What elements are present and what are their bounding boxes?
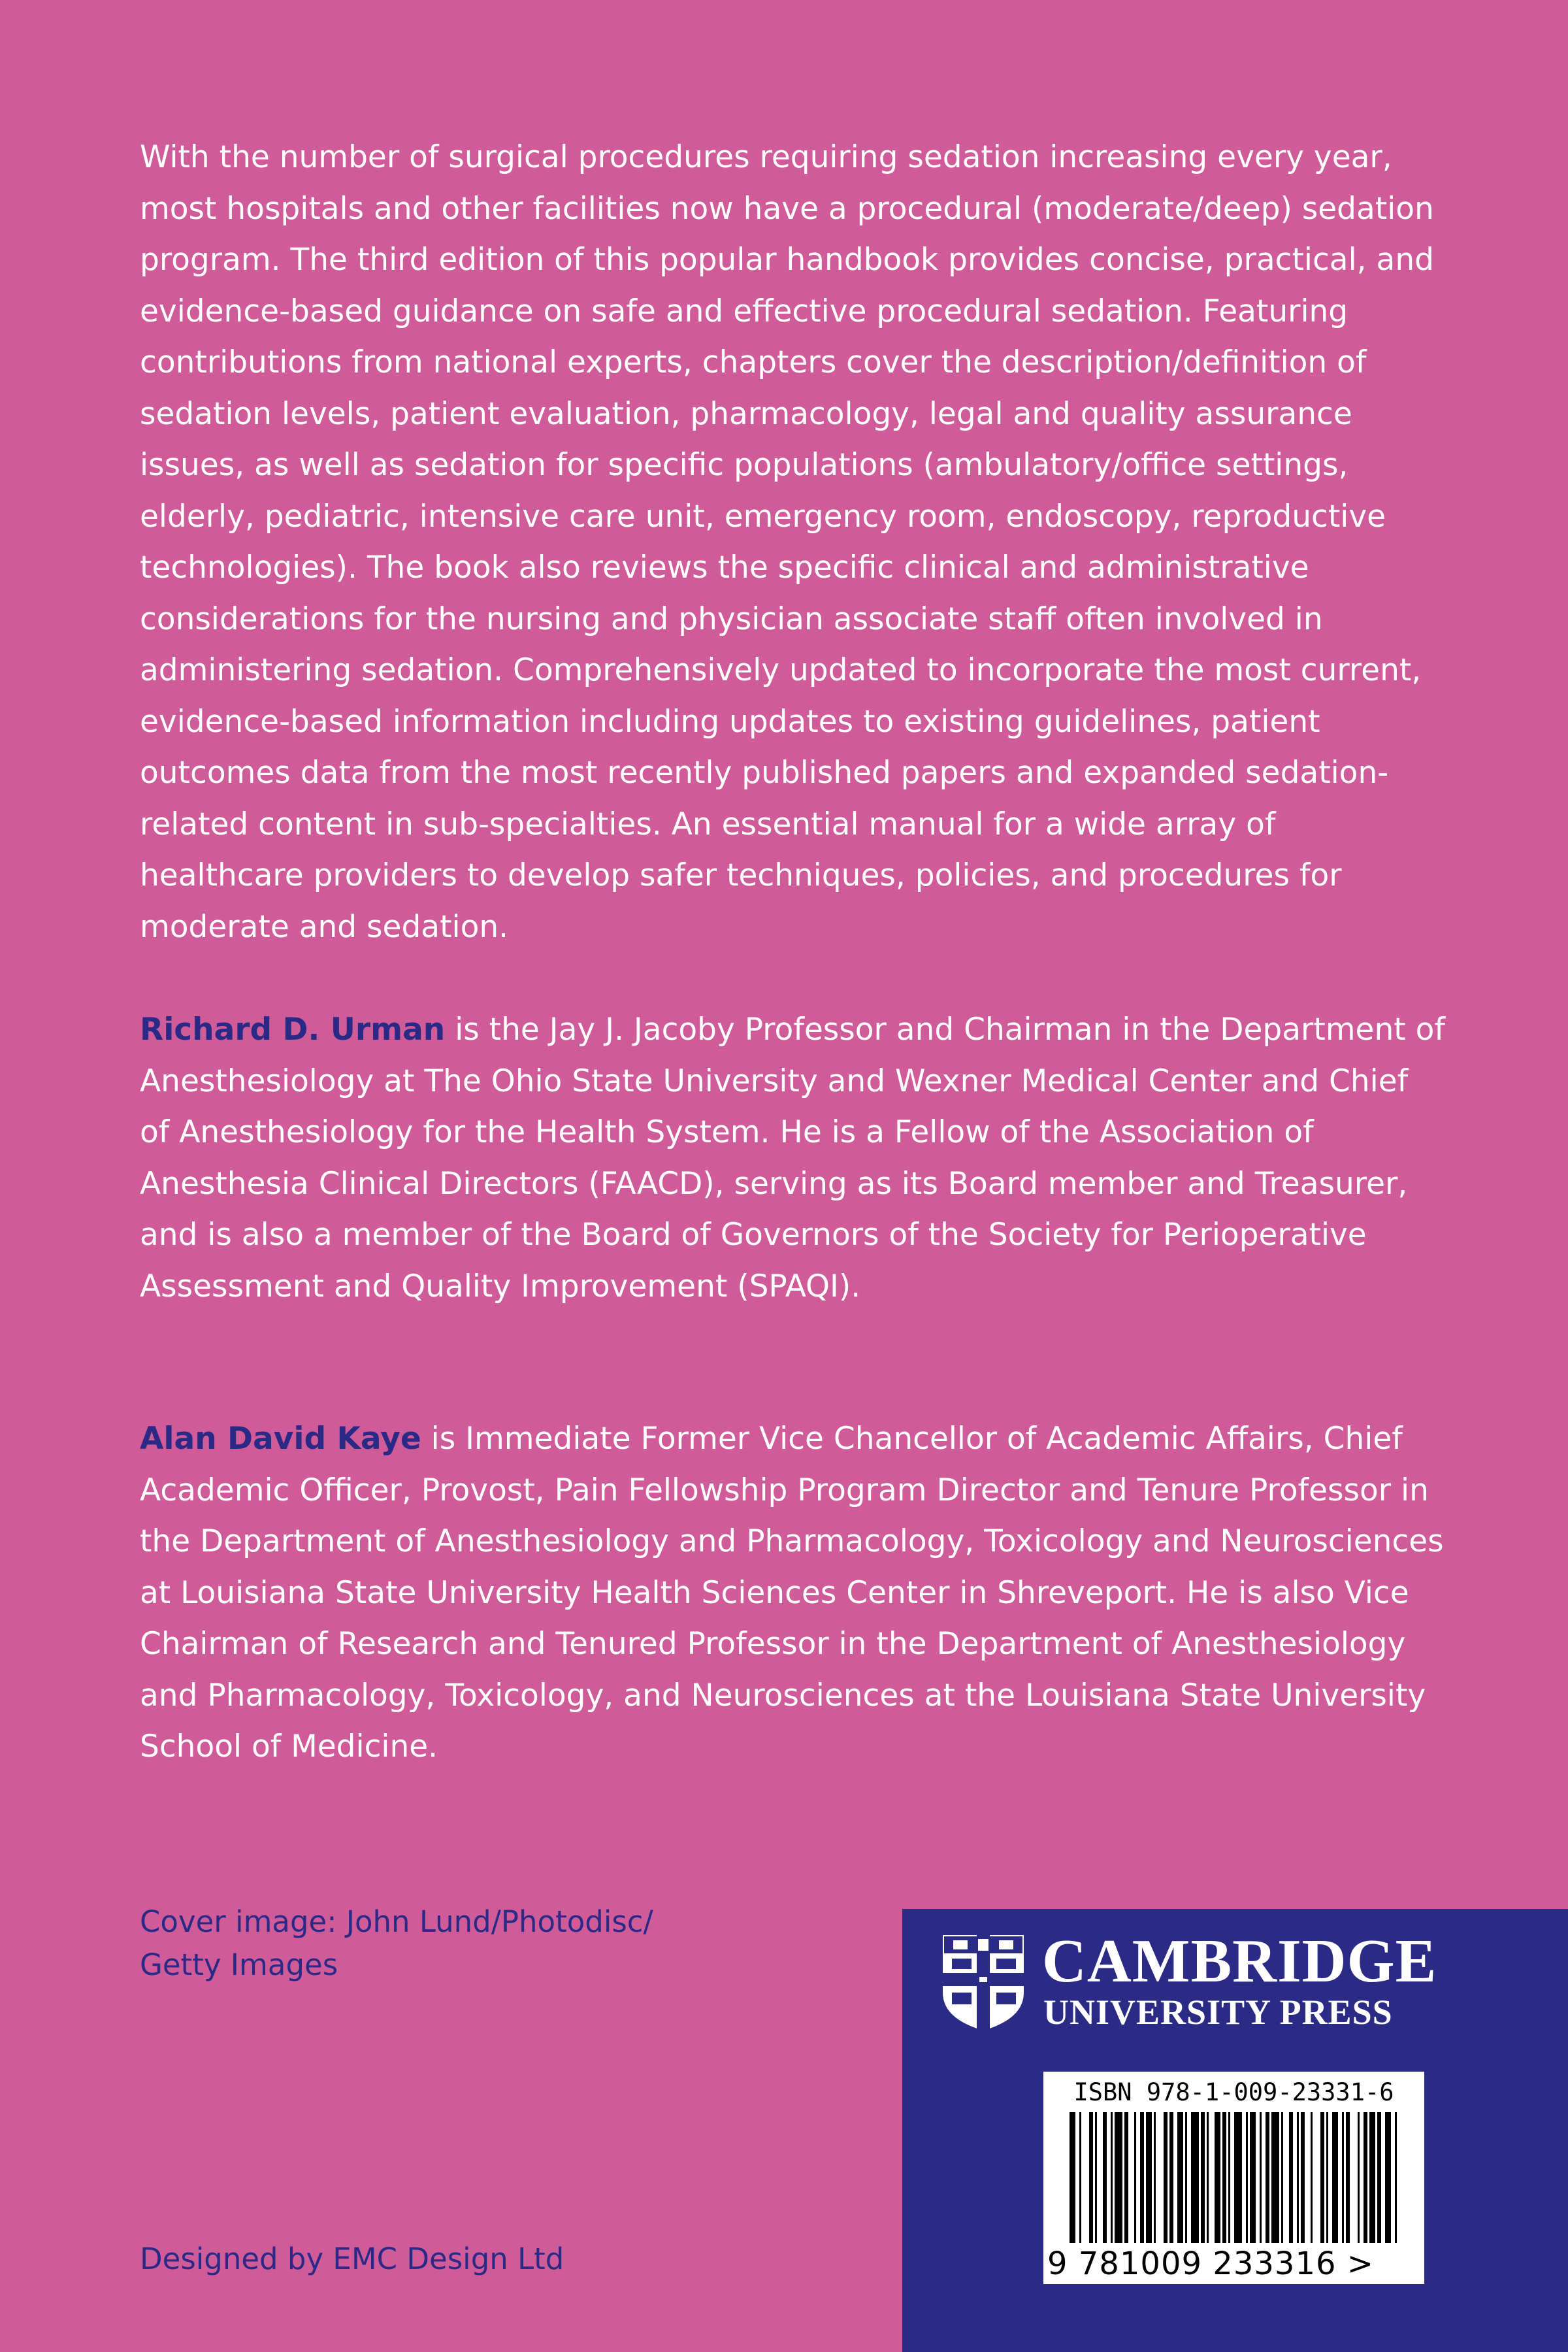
barcode-bar	[1260, 2112, 1262, 2243]
barcode-bar	[1115, 2112, 1122, 2243]
author-bio-text-kaye: is Immediate Former Vice Chancellor of Academic Affairs, Chief Academic Officer, Provost, Pain Fellowship Program Director and Tenure Professor in the Department of Anesthesiology and Pharmacology, Toxicology and Neurosciences at Louisiana State University Health Sciences Center in Shreveport. He is also Vice Chairman of Research and Tenured Professor in the Department of Anesthesiology and Pharmacology, Toxicology, and Neurosciences at the Louisiana State University School of Medicine.	[140, 1421, 1444, 1764]
barcode-bar	[1364, 2112, 1367, 2243]
barcode-bar	[1169, 2112, 1173, 2243]
barcode-bar	[1346, 2112, 1350, 2243]
barcode-bar	[1089, 2112, 1093, 2243]
barcode-bar	[1146, 2112, 1152, 2243]
cover-credit-line2: Getty Images	[140, 1947, 338, 1982]
barcode-bar	[1332, 2112, 1338, 2243]
barcode-bar	[1215, 2112, 1220, 2243]
barcode-bar	[1289, 2112, 1293, 2243]
barcode-bar	[1320, 2112, 1324, 2243]
barcode-bar	[1385, 2112, 1391, 2243]
barcode-bar	[1134, 2112, 1136, 2243]
barcode-bar	[1246, 2112, 1248, 2243]
author-name-urman: Richard D. Urman	[140, 1012, 446, 1048]
barcode-bar	[1177, 2112, 1183, 2243]
isbn-label: ISBN 978-1-009-23331-6	[1073, 2078, 1394, 2106]
barcode-bar	[1140, 2112, 1144, 2243]
barcode-bar	[1395, 2112, 1397, 2243]
barcode-bar	[1369, 2112, 1375, 2243]
barcode-bar	[1271, 2112, 1279, 2243]
barcode-bar	[1377, 2112, 1381, 2243]
barcode-bar	[1207, 2112, 1209, 2243]
barcode-bar	[1103, 2112, 1107, 2243]
author-bio-urman	[140, 1004, 1446, 1312]
publisher-subname: UNIVERSITY PRESS	[1043, 1993, 1393, 2032]
barcode-bar	[1201, 2112, 1205, 2243]
barcode-bar	[1342, 2112, 1344, 2243]
barcode-bar	[1228, 2112, 1230, 2243]
publisher-name: CAMBRIDGE	[1042, 1927, 1437, 1995]
author-bio-text-urman: is the Jay J. Jacoby Professor and Chairman in the Department of Anesthesiology at The Ohio State University and Wexner Medical Center and Chief of Anesthesiology for the Health System. He is a Fellow of the Association of Anesthesia Clinical Directors (FAACD), serving as its Board member and Treasurer, and is also a member of the Board of Governors of the Society for Perioperative Assessment and Quality Improvement (SPAQI).	[140, 1012, 1445, 1304]
barcode-bar	[1281, 2112, 1283, 2243]
barcode-bar	[1297, 2112, 1299, 2243]
barcode-bar	[1164, 2112, 1168, 2243]
publisher-panel	[902, 1909, 1568, 2352]
barcode-bar	[1301, 2112, 1305, 2243]
cambridge-crest-icon	[940, 1932, 1026, 2033]
barcode-bar	[1311, 2112, 1313, 2243]
barcode-digits: 9 781009 233316 >	[1047, 2245, 1374, 2282]
cover-credit-line1: Cover image: John Lund/Photodisc/	[140, 1904, 653, 1939]
barcode-bar	[1185, 2112, 1187, 2243]
barcode-bar	[1079, 2112, 1081, 2243]
author-name-kaye: Alan David Kaye	[140, 1421, 421, 1457]
isbn-barcode	[1043, 2072, 1424, 2284]
barcode-bar	[1070, 2112, 1075, 2243]
barcode-bar	[1266, 2112, 1269, 2243]
blurb-paragraph: With the number of surgical procedures requiring sedation increasing every year, most hospitals and other facilities now have a procedural (moderate/deep) sedation program. The third edition of this popular handbook provides concise, practical, and evidence-based guidance on safe and effective procedural sedation. Featuring contributions from national experts, chapters cover the description/definition of sedation levels, patient evaluation, pharmacology, legal and quality assurance issues, as well as sedation for specific populations (ambulatory/office settings, elderly, pediatric, intensive care unit, emergency room, endoscopy, reproductive technologies). The book also reviews the specific clinical and administrative considerations for the nursing and physician associate staff often involved in administering sedation. Comprehensively updated to incorporate the most current, evidence-based information including updates to existing guidelines, patient outcomes data from the most recently published papers and expanded sedation-related content in sub-specialties. An essential manual for a wide array of healthcare providers to develop safer techniques, policies, and procedures for moderate and sedation.	[140, 139, 1434, 945]
barcode-bar	[1124, 2112, 1128, 2243]
barcode-bar	[1358, 2112, 1360, 2243]
author-bio-kaye	[140, 1414, 1446, 1773]
barcode-bar	[1250, 2112, 1256, 2243]
barcode-bar	[1154, 2112, 1156, 2243]
barcode-bar	[1222, 2112, 1226, 2243]
barcode-bar	[1191, 2112, 1199, 2243]
designer-credit: Designed by EMC Design Ltd	[140, 2242, 564, 2276]
barcode-bar	[1326, 2112, 1328, 2243]
barcode-bar	[1095, 2112, 1097, 2243]
barcode-bar	[1234, 2112, 1242, 2243]
cover-image-credit	[140, 1900, 653, 1987]
barcode-bar	[1111, 2112, 1113, 2243]
